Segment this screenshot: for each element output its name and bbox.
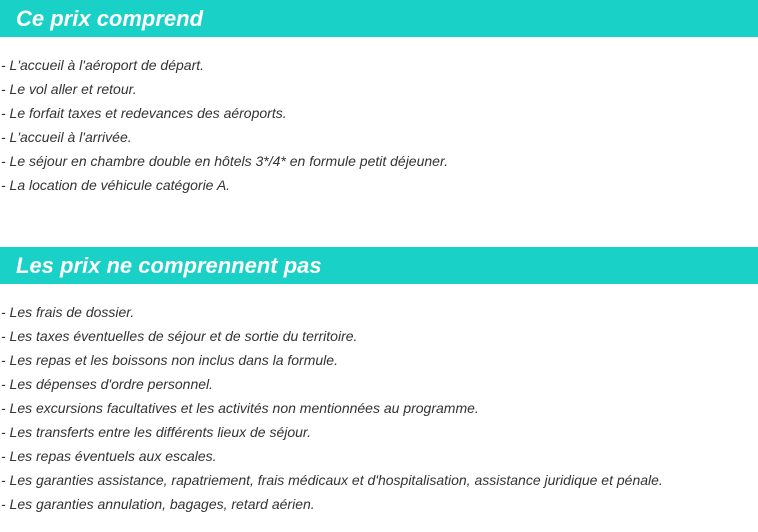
included-item: - Le séjour en chambre double en hôtels 3*/4* en formule petit déjeuner. — [1, 153, 448, 169]
included-item: - La location de véhicule catégorie A. — [1, 177, 231, 193]
included-item: - Le forfait taxes et redevances des aéroports. — [1, 105, 287, 121]
included-section-title: Ce prix comprend — [0, 0, 758, 37]
excluded-item: - Les repas et les boissons non inclus dans la formule. — [1, 352, 338, 368]
excluded-item: - Les frais de dossier. — [1, 304, 135, 320]
included-item: - L'accueil à l'arrivée. — [1, 129, 132, 145]
excluded-item: - Les garanties annulation, bagages, retard aérien. — [1, 496, 315, 512]
excluded-item: - Les excursions facultatives et les activités non mentionnées au programme. — [1, 400, 479, 416]
included-items-list — [1, 53, 448, 197]
excluded-section-title: Les prix ne comprennent pas — [0, 247, 758, 284]
excluded-item: - Les taxes éventuelles de séjour et de sortie du territoire. — [1, 328, 358, 344]
excluded-item: - Les transferts entre les différents lieux de séjour. — [1, 424, 311, 440]
excluded-item: - Les dépenses d'ordre personnel. — [1, 376, 214, 392]
excluded-items-list — [1, 300, 663, 516]
excluded-item: - Les garanties assistance, rapatriement, frais médicaux et d'hospitalisation, assistance juridique et pénale. — [1, 472, 663, 488]
excluded-item: - Les repas éventuels aux escales. — [1, 448, 217, 464]
included-item: - Le vol aller et retour. — [1, 81, 137, 97]
included-item: - L'accueil à l'aéroport de départ. — [1, 57, 205, 73]
